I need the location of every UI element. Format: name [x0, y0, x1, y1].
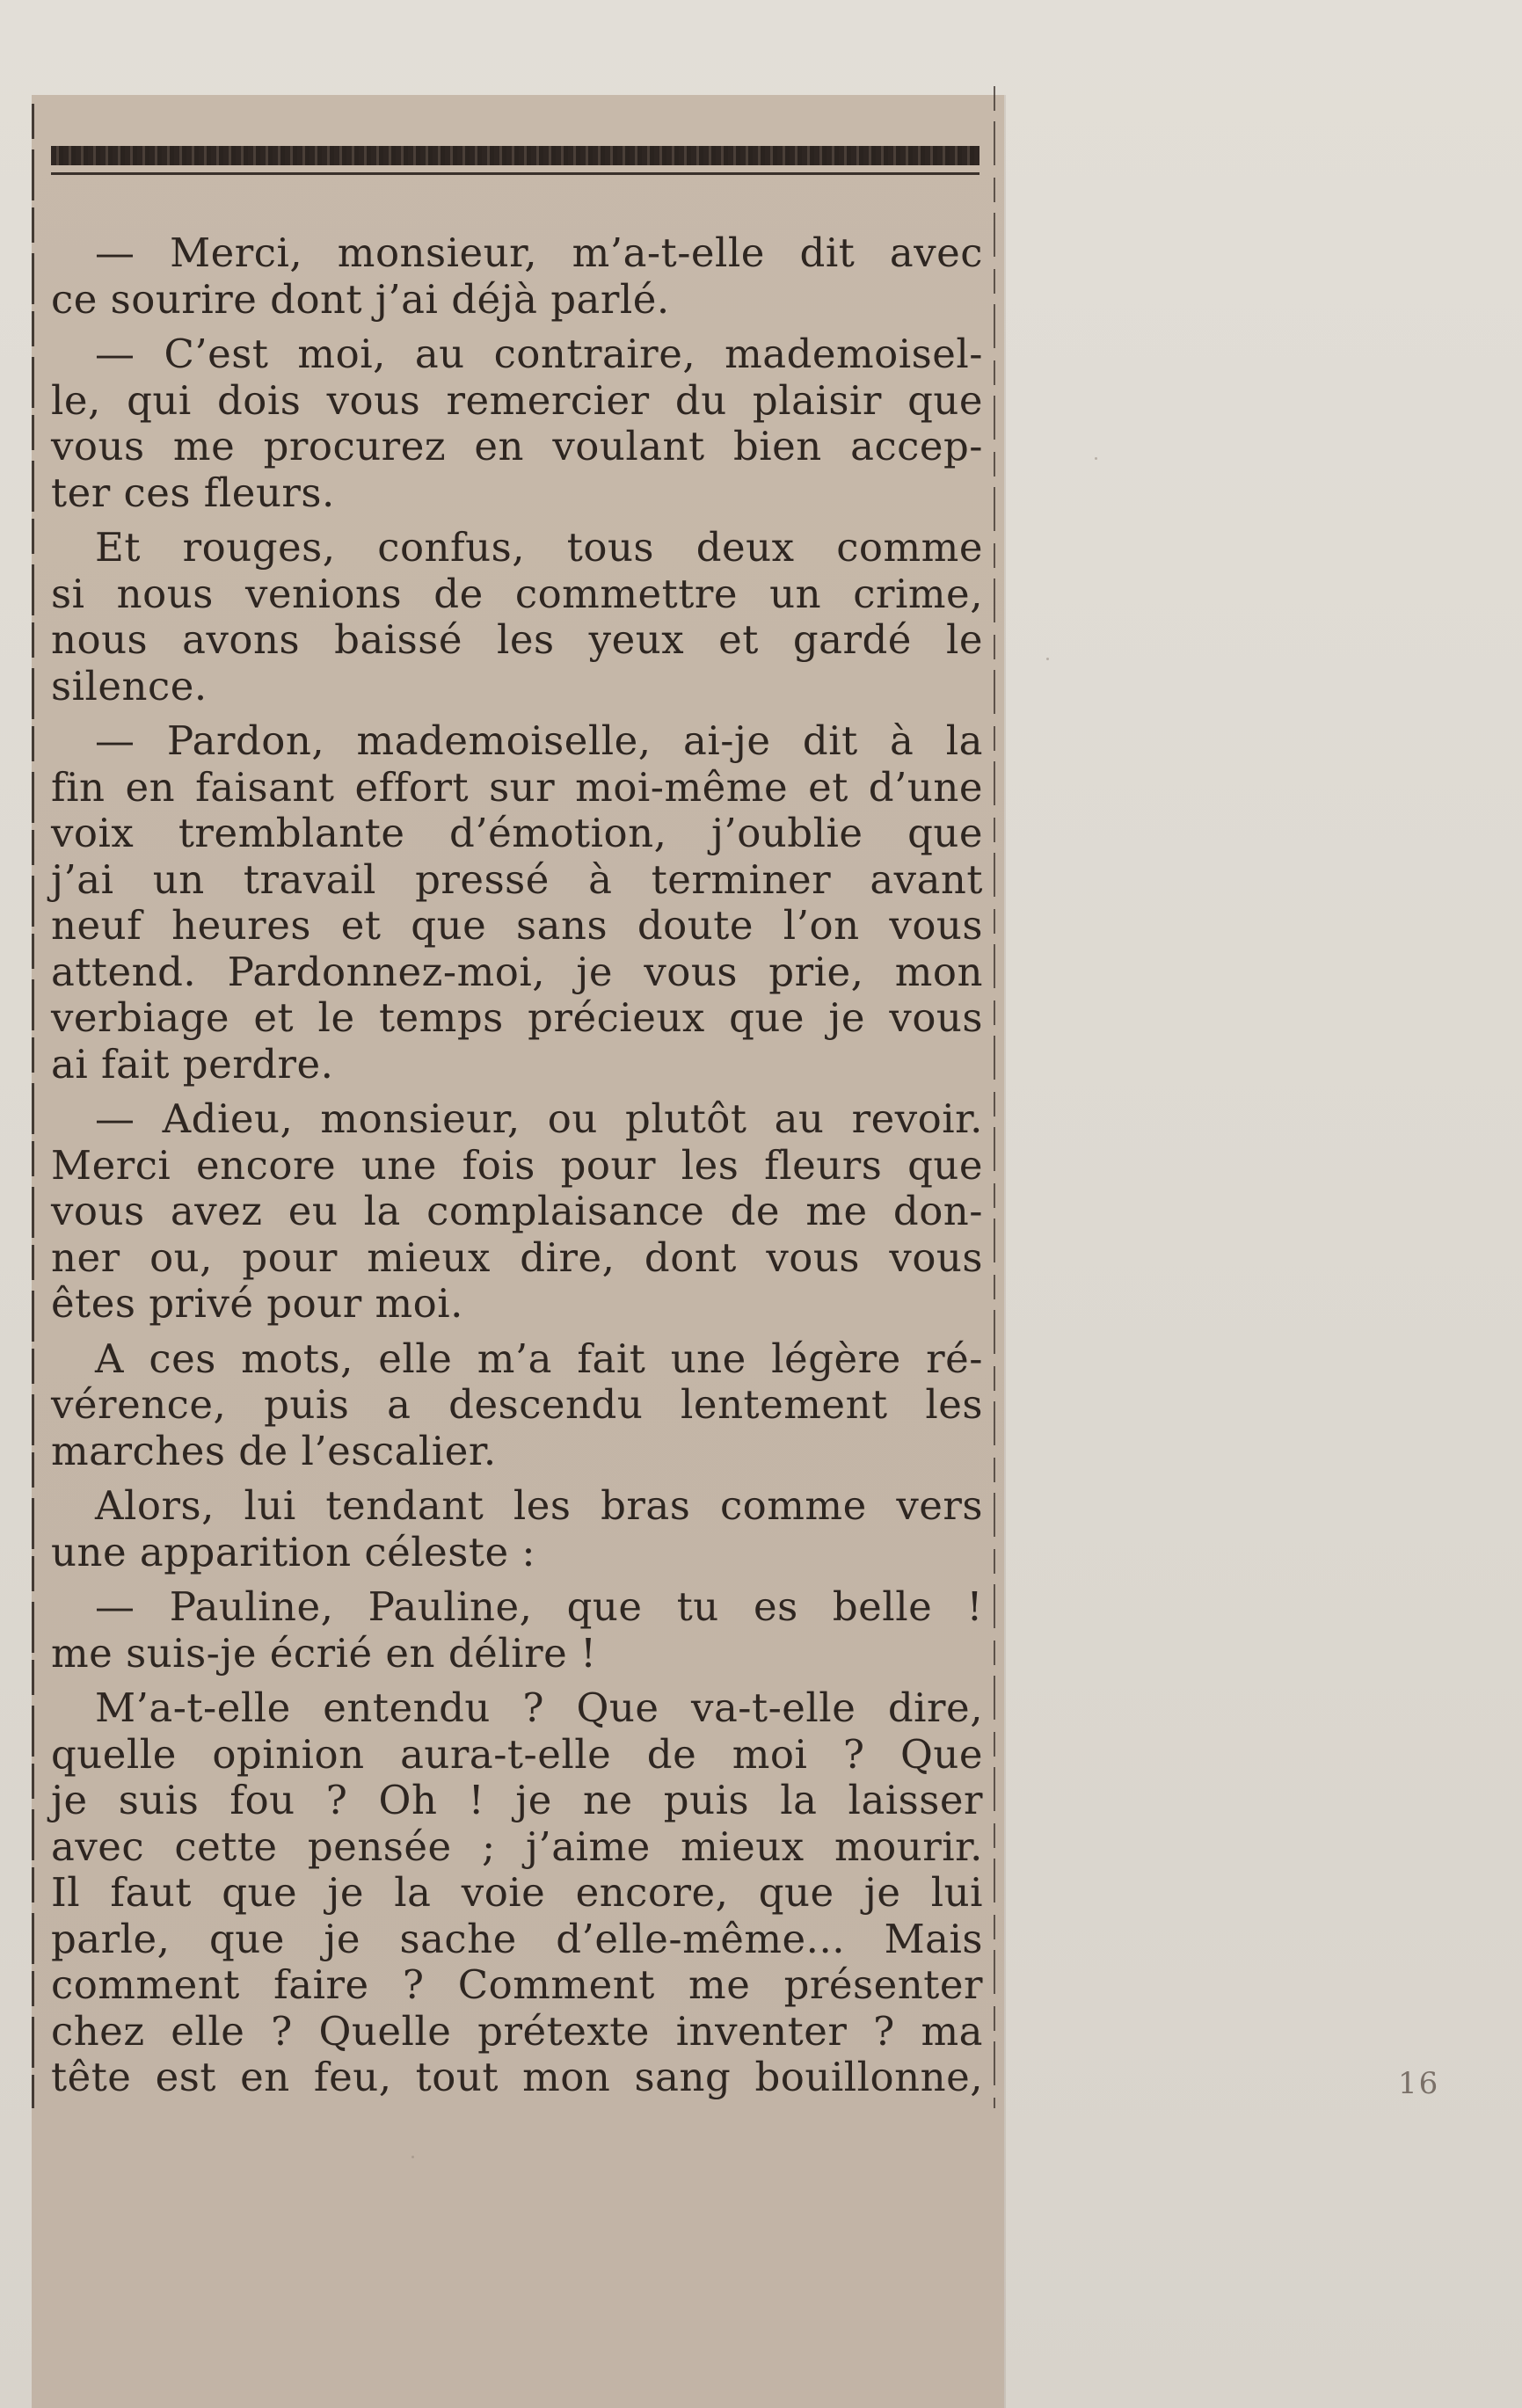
text-line: Alors, lui tendant les bras comme vers	[95, 1482, 983, 1529]
text-line: voix tremblante d’émotion, j’oublie que	[51, 810, 983, 856]
paper-speck	[1095, 457, 1097, 460]
text-line: vérence, puis a descendu lentement les	[51, 1381, 983, 1428]
text-line: A ces mots, elle m’a fait une légère ré-	[95, 1335, 983, 1382]
text-line: vous me procurez en voulant bien accep-	[51, 423, 983, 469]
text-line: — Adieu, monsieur, ou plutôt au revoir.	[95, 1095, 983, 1142]
text-line: verbiage et le temps précieux que je vous	[51, 994, 983, 1041]
text-line: avec cette pensée ; j’aime mieux mourir.	[51, 1822, 983, 1870]
paragraph	[51, 718, 983, 1088]
text-line: — Pauline, Pauline, que tu es belle !	[95, 1583, 983, 1630]
text-line: — C’est moi, au contraire, mademoisel-	[95, 331, 983, 377]
text-line: le, qui dois vous remercier du plaisir que	[51, 376, 983, 424]
paper-speck	[411, 2156, 414, 2158]
text-line: Merci encore une fois pour les fleurs que	[51, 1141, 983, 1189]
text-line: me suis-je écrié en délire !	[51, 1629, 597, 1677]
text-line: tête est en feu, tout mon sang bouillonne,	[51, 2054, 983, 2100]
text-line: fin en faisant effort sur moi-même et d’une	[51, 763, 983, 811]
text-line: attend. Pardonnez-moi, je vous prie, mon	[51, 948, 983, 995]
text-line: marches de l’escalier.	[51, 1427, 497, 1474]
paragraph	[51, 525, 983, 709]
text-line: ner ou, pour mieux dire, dont vous vous	[51, 1233, 983, 1281]
text-line: — Merci, monsieur, m’a-t-elle dit avec	[95, 229, 983, 276]
top-rule-thin	[51, 172, 979, 175]
paragraph	[51, 1685, 983, 2101]
text-line: chez elle ? Quelle prétexte inventer ? ma	[51, 2007, 983, 2055]
text-line: silence.	[51, 662, 208, 709]
text-line: ce sourire dont j’ai déjà parlé.	[51, 275, 670, 323]
paragraph	[51, 1096, 983, 1328]
paragraph	[51, 1336, 983, 1475]
margin-mark: 16	[1398, 2066, 1440, 2101]
text-line: êtes privé pour moi.	[51, 1280, 463, 1327]
paragraph	[51, 331, 983, 516]
text-line: j’ai un travail pressé à terminer avant	[51, 855, 983, 903]
text-line: une apparition céleste :	[51, 1528, 536, 1575]
text-line: Et rouges, confus, tous deux comme	[95, 524, 983, 571]
text-line: Il faut que je la voie encore, que je lui	[51, 1869, 983, 1916]
text-line: parle, que je sache d’elle-même... Mais	[51, 1915, 983, 1962]
text-line: si nous venions de commettre un crime,	[51, 570, 983, 617]
text-line: quelle opinion aura-t-elle de moi ? Que	[51, 1730, 983, 1778]
paper-speck	[1046, 658, 1049, 660]
paragraph	[51, 1584, 983, 1677]
paragraph	[51, 1483, 983, 1575]
text-line: neuf heures et que sans doute l’on vous	[51, 902, 983, 949]
text-line: je suis fou ? Oh ! je ne puis la laisser	[51, 1777, 983, 1823]
top-rule	[51, 146, 979, 165]
text-line: nous avons baissé les yeux et gardé le	[51, 616, 983, 663]
paragraph	[51, 230, 983, 323]
text-line: M’a-t-elle entendu ? Que va-t-elle dire,	[95, 1684, 983, 1731]
column-rule	[994, 86, 995, 2108]
text-line: comment faire ? Comment me présenter	[51, 1961, 983, 2008]
text-line: vous avez eu la complaisance de me don-	[51, 1188, 983, 1234]
text-line: — Pardon, mademoiselle, ai-je dit à la	[95, 717, 983, 764]
article-text	[51, 230, 983, 2110]
clipping-left-border	[32, 104, 34, 2108]
text-line: ai fait perdre.	[51, 1040, 334, 1088]
text-line: ter ces fleurs.	[51, 469, 335, 516]
